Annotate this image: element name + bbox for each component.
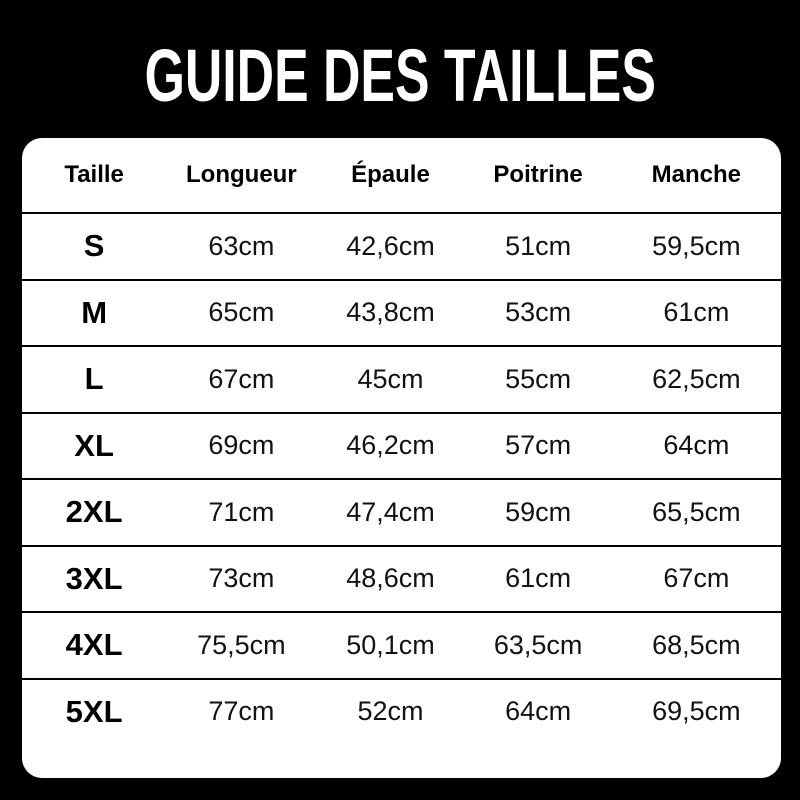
table-row-xl xyxy=(22,412,781,479)
poitrine-value: 63,5cm xyxy=(493,629,583,660)
size-table xyxy=(22,138,781,778)
longueur-value: 65cm xyxy=(208,297,275,328)
epaule-value: 46,2cm xyxy=(346,430,435,461)
manche-value: 59,5cm xyxy=(652,230,741,261)
longueur-value: 69cm xyxy=(208,430,275,461)
poitrine-value: 59cm xyxy=(505,496,572,527)
poitrine-value: 53cm xyxy=(505,297,572,328)
size-label: 2XL xyxy=(65,494,123,530)
poitrine-value: 57cm xyxy=(505,430,572,461)
size-label: XL xyxy=(74,427,114,463)
size-label: 3XL xyxy=(65,560,123,596)
column-header-epaule: Épaule xyxy=(351,161,430,188)
epaule-value: 48,6cm xyxy=(346,563,435,594)
manche-value: 65,5cm xyxy=(652,496,741,527)
manche-value: 62,5cm xyxy=(652,363,741,394)
manche-value: 64cm xyxy=(663,430,730,461)
table-row-4xl xyxy=(22,611,781,678)
size-label: 5XL xyxy=(65,693,123,729)
longueur-value: 71cm xyxy=(208,496,275,527)
table-row-l xyxy=(22,345,781,412)
page-title: GUIDE DES TAILLES xyxy=(144,33,656,117)
epaule-value: 50,1cm xyxy=(346,629,435,660)
epaule-value: 43,8cm xyxy=(346,297,435,328)
size-label: L xyxy=(84,361,104,397)
title-banner xyxy=(0,0,800,150)
epaule-value: 47,4cm xyxy=(346,496,435,527)
table-row-2xl xyxy=(22,478,781,545)
column-header-manche: Manche xyxy=(651,161,742,188)
manche-value: 67cm xyxy=(663,563,730,594)
table-header-row xyxy=(22,138,781,212)
column-header-taille: Taille xyxy=(64,161,124,188)
table-row-5xl xyxy=(22,678,781,745)
manche-value: 68,5cm xyxy=(652,629,741,660)
longueur-value: 67cm xyxy=(208,363,275,394)
longueur-value: 63cm xyxy=(208,230,275,261)
poitrine-value: 61cm xyxy=(505,563,572,594)
size-label: M xyxy=(81,294,108,330)
longueur-value: 75,5cm xyxy=(197,629,286,660)
longueur-value: 77cm xyxy=(208,696,275,727)
epaule-value: 52cm xyxy=(357,696,424,727)
epaule-value: 42,6cm xyxy=(346,230,435,261)
size-label: 4XL xyxy=(65,627,123,663)
epaule-value: 45cm xyxy=(357,363,424,394)
table-row-3xl xyxy=(22,545,781,612)
table-row-s xyxy=(22,212,781,279)
longueur-value: 73cm xyxy=(208,563,275,594)
poitrine-value: 64cm xyxy=(505,696,572,727)
poitrine-value: 51cm xyxy=(505,230,572,261)
column-header-poitrine: Poitrine xyxy=(493,161,583,188)
table-row-m xyxy=(22,279,781,346)
poitrine-value: 55cm xyxy=(505,363,572,394)
manche-value: 69,5cm xyxy=(652,696,741,727)
manche-value: 61cm xyxy=(663,297,730,328)
column-header-longueur: Longueur xyxy=(186,161,297,188)
size-label: S xyxy=(83,228,105,264)
